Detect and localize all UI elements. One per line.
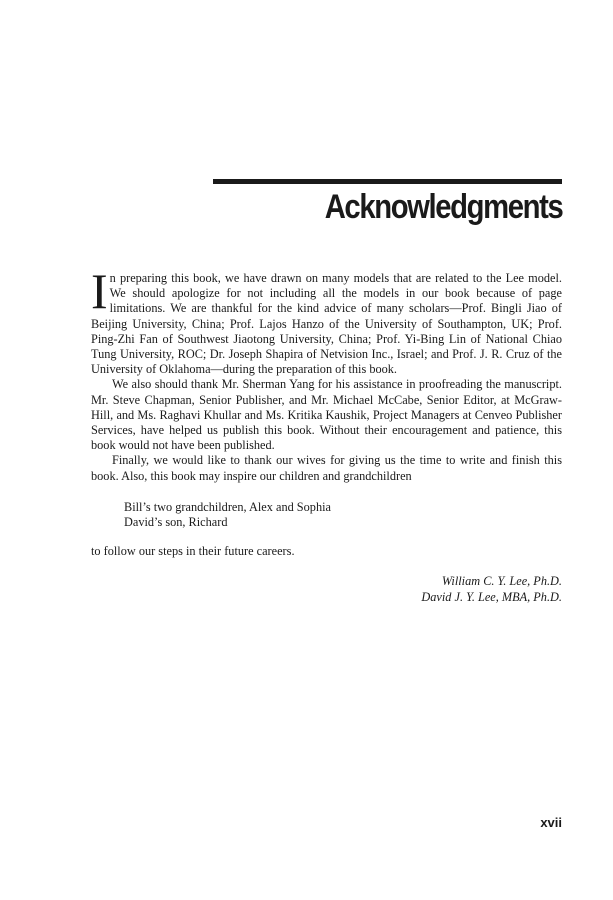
paragraph-3: Finally, we would like to thank our wives for giving us the time to write and finish this book. Also, this book may inspire our children and grandchildren — [91, 453, 562, 483]
chapter-rule — [213, 179, 562, 184]
paragraph-2: We also should thank Mr. Sherman Yang for his assistance in proofreading the manuscript. Mr. Steve Chapman, Senior Publisher, and Mr. Michael McCabe, Senior Editor, at McGraw-Hill, and Ms. Raghavi Khullar and Ms. Kritika Kaushik, Project Managers at Cenveo Publisher Services, have helped us publish this book. Without their encouragement and patience, this book would not have been published. — [91, 377, 562, 453]
drop-cap: I — [91, 263, 108, 319]
signature-block — [91, 574, 562, 604]
chapter-title: Acknowledgments — [324, 188, 562, 226]
page-number: xvii — [540, 815, 562, 830]
acknowledgments-body — [91, 263, 562, 605]
list-item: Bill’s two grandchildren, Alex and Sophia — [124, 499, 331, 514]
list-item: David’s son, Richard — [124, 515, 228, 530]
children-list — [124, 500, 562, 530]
paragraph-1 — [91, 263, 562, 377]
signature: David J. Y. Lee, MBA, Ph.D. — [421, 589, 562, 604]
paragraph-1-text: n preparing this book, we have drawn on many models that are related to the Lee model. We should apologize for not including all the models in our book because of page limitations. We are thankful for the kind advice of many scholars—Prof. Bingli Jiao of Beijing University, China; Prof. Lajos Hanzo of the University of Southampton, UK; Prof. Ping-Zhi Fan of Southwest Jiaotong University, China; Prof. Yi-Bing Lin of National Chiao Tung University, ROC; Dr. Joseph Shapira of Netvision Inc., Israel; and Prof. J. R. Cruz of the University of Oklahoma—during the preparation of this book. — [91, 271, 562, 377]
signature: William C. Y. Lee, Ph.D. — [441, 574, 562, 589]
closing-line: to follow our steps in their future careers. — [91, 544, 295, 559]
